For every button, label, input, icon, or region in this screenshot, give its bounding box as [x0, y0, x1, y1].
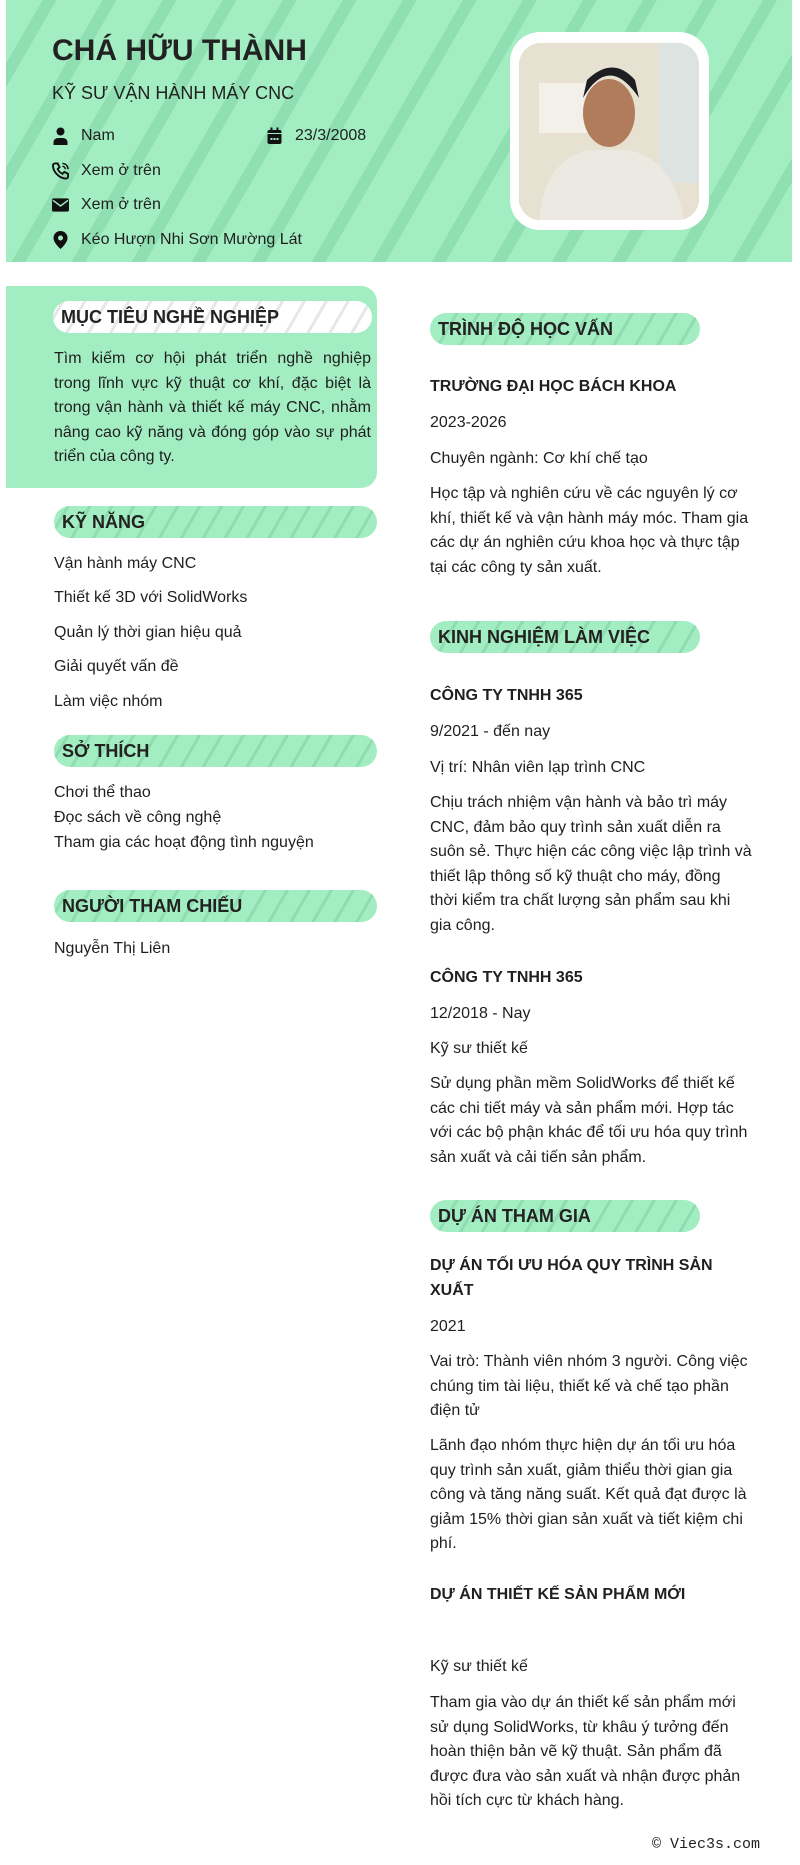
hobby-item: Chơi thể thao: [54, 784, 151, 801]
gender-row: [52, 124, 115, 148]
user-icon: [52, 127, 69, 145]
birthday-row: [266, 124, 366, 148]
education-heading: TRÌNH ĐỘ HỌC VẤN: [430, 313, 700, 345]
project-name: DỰ ÁN THIẾT KẾ SẢN PHẨM MỚI: [430, 1586, 686, 1603]
email-row: [52, 193, 161, 217]
job-description: Chịu trách nhiệm vận hành và bảo trì máy CNC, đảm bảo quy trình sản xuất diễn ra suôn sẻ. Thực hiện các công việc lập trình và thiết lập thông số kỹ thuật cho máy, đồng thời kiểm tra chất lượng sản phẩm sau khi gia công.: [430, 794, 752, 934]
candidate-name: CHÁ HỮU THÀNH: [52, 34, 307, 67]
skill-item: Quản lý thời gian hiệu quả: [54, 624, 242, 641]
skill-item: Vận hành máy CNC: [54, 555, 197, 572]
hobbies-heading: SỞ THÍCH: [54, 735, 377, 767]
phone-row: [52, 159, 161, 183]
school-name: TRƯỜNG ĐẠI HỌC BÁCH KHOA: [430, 378, 677, 395]
gender-text: Nam: [81, 127, 115, 144]
job-period: 12/2018 - Nay: [430, 1005, 531, 1022]
experience-heading: KINH NGHIỆM LÀM VIỆC: [430, 621, 700, 653]
job-position: Kỹ sư thiết kế: [430, 1040, 528, 1057]
hobby-item: Tham gia các hoạt động tình nguyện: [54, 834, 314, 851]
objective-heading: MỤC TIÊU NGHỀ NGHIỆP: [53, 301, 372, 333]
project-name: DỰ ÁN TỐI ƯU HÓA QUY TRÌNH SẢN XUẤT: [430, 1257, 713, 1299]
references-heading: NGƯỜI THAM CHIẾU: [54, 890, 377, 922]
company-name: CÔNG TY TNHH 365: [430, 969, 583, 986]
project-role: Kỹ sư thiết kế: [430, 1658, 528, 1675]
company-name: CÔNG TY TNHH 365: [430, 687, 583, 704]
project-period: 2021: [430, 1318, 466, 1335]
mail-icon: [52, 196, 69, 214]
job-title: KỸ SƯ VẬN HÀNH MÁY CNC: [52, 83, 295, 103]
projects-heading: DỰ ÁN THAM GIA: [430, 1200, 700, 1232]
objective-text: Tìm kiếm cơ hội phát triển nghề nghiệp trong lĩnh vực kỹ thuật cơ khí, đặc biệt là trong vận hành và thiết kế máy CNC, nhằm nâng cao kỹ năng và đóng góp vào sự phát triển của công ty.: [54, 350, 371, 465]
project-description: Tham gia vào dự án thiết kế sản phẩm mới sử dụng SolidWorks, từ khâu ý tưởng đến hoàn thiện bản vẽ kỹ thuật. Sản phẩm đã được đưa vào sản xuất và nhận được phản hồi tích cực từ khách hàng.: [430, 1694, 741, 1809]
calendar-icon: [266, 127, 283, 145]
address-row: [52, 228, 302, 252]
education-major: Chuyên ngành: Cơ khí chế tạo: [430, 450, 648, 467]
watermark: © Viec3s.com: [651, 1836, 760, 1853]
education-description: Học tập và nghiên cứu về các nguyên lý cơ khí, thiết kế và vận hành máy móc. Tham gia các dự án nghiên cứu khoa học và thực tập tại các công ty sản xuất.: [430, 485, 749, 576]
profile-photo: [519, 43, 699, 220]
email-text: Xem ở trên: [81, 196, 161, 213]
phone-icon: [52, 162, 69, 180]
skill-item: Làm việc nhóm: [54, 693, 163, 710]
project-description: Lãnh đạo nhóm thực hiện dự án tối ưu hóa quy trình sản xuất, giảm thiểu thời gian gia công và tăng năng suất. Kết quả đạt được là giảm 15% thời gian sản xuất và tiết kiệm chi phí.: [430, 1437, 747, 1552]
skills-heading: KỸ NĂNG: [54, 506, 377, 538]
reference-item: Nguyễn Thị Liên: [54, 940, 171, 957]
phone-text: Xem ở trên: [81, 162, 161, 179]
job-period: 9/2021 - đến nay: [430, 723, 551, 740]
skill-item: Giải quyết vấn đề: [54, 658, 179, 675]
hobby-item: Đọc sách về công nghệ: [54, 809, 222, 826]
birthday-text: 23/3/2008: [295, 127, 367, 144]
education-period: 2023-2026: [430, 414, 507, 431]
project-role: Vai trò: Thành viên nhóm 3 người. Công việc chúng tim tài liệu, thiết kế và chế tạo phần điện tử: [430, 1353, 748, 1419]
job-description: Sử dụng phần mềm SolidWorks để thiết kế các chi tiết máy và sản phẩm mới. Hợp tác với các bộ phận khác để tối ưu hóa quy trình sản xuất và cải tiến sản phẩm.: [430, 1075, 748, 1166]
job-position: Vị trí: Nhân viên lạp trình CNC: [430, 759, 646, 776]
location-icon: [52, 231, 69, 249]
address-text: Kéo Hượn Nhi Sơn Mường Lát: [81, 231, 302, 248]
skill-item: Thiết kế 3D với SolidWorks: [54, 589, 248, 606]
